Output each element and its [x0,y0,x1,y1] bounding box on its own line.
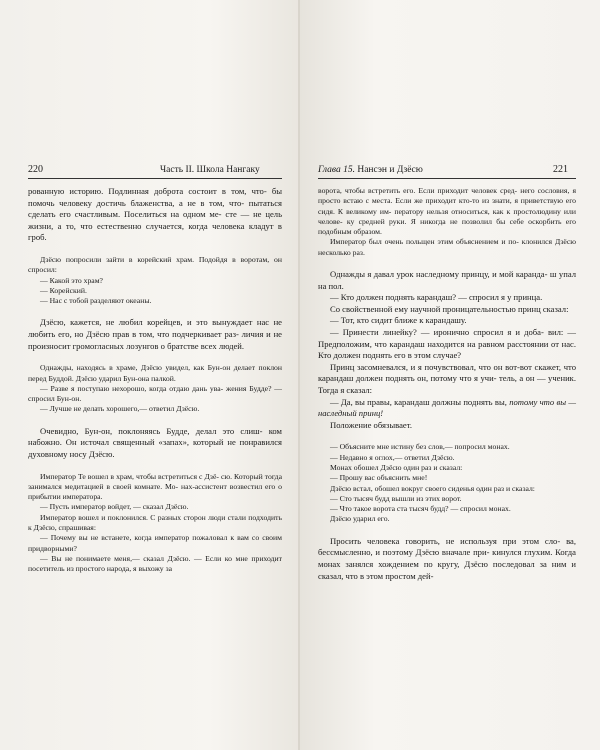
paragraph-text: Император Те вошел в храм, чтобы встретиться с Дзё- сю. Который тогда занимался медитацией в своей комнате. Мо- нах-ассистент возвестил его о прибытии императора. [28,471,282,502]
paragraph-gap [28,415,282,426]
paragraph-text: Император вошел и поклонился. С разных сторон люди стали подходить к Дзёсю, спрашивая: [28,512,282,532]
koan-paragraph [318,237,576,258]
koan-paragraph [318,514,576,524]
paragraph-text: Положение обязывает. [330,419,412,430]
paragraph-text: Дзёсю, кажется, не любил корейцев, и это вынуждает нас не любить его, но Дзёсю прав в том, что подчеркивает раз- личия и не произносит громогласных лозунгов о братстве всех людей. [28,317,282,351]
header-rule-left [28,178,282,179]
commentary-paragraph [318,362,576,397]
paragraph-text: — Прошу вас объяснить мне! [330,473,428,483]
right-text-column [318,186,576,582]
paragraph-text: Со свойственной ему научной проницательностью принц сказал: [330,303,569,314]
page-number-right: 221 [553,164,568,175]
paragraph-text: — Что такое ворота ста тысяч будд? — спросил монах. [330,504,511,514]
paragraph-text: — Лучше не делать хорошего,— ответил Дзёсю. [40,404,200,414]
koan-paragraph [318,186,576,237]
commentary-paragraph [28,317,282,352]
header-rule-right [318,178,576,179]
koan-paragraph [28,276,282,286]
running-head-title: Нансэн и Дзёсю [357,165,423,175]
commentary-paragraph [318,292,576,304]
running-head-chapter: Глава 15. [318,165,355,175]
paragraph-text: — Какой это храм? [40,275,103,285]
koan-paragraph [318,453,576,463]
koan-paragraph [28,296,282,306]
paragraph-text: Принц засомневался, и я почувствовал, что он вот-вот скажет, что карандаш должен поднять он, потому что я учи- тель, а он — ученик. Тогда я сказал: [318,361,576,396]
koan-paragraph [318,504,576,514]
koan-paragraph [318,494,576,504]
paragraph-text: — Тот, кто сидит ближе к карандашу. [330,315,467,326]
koan-paragraph [28,472,282,503]
commentary-paragraph [318,420,576,432]
koan-paragraph [318,463,576,473]
paragraph-gap [28,352,282,363]
paragraph-gap [28,244,282,255]
paragraph-text: Монах обошел Дзёсю один раз и сказал: [330,462,463,472]
koan-paragraph [28,384,282,405]
emphasis-text: потому что вы — наследный принц! [318,396,576,419]
paragraph-text: — Разве я поступаю нехорошо, когда отдаю дань ува- жения Будде? — спросил Бун-он. [28,383,282,404]
commentary-paragraph [28,426,282,461]
commentary-paragraph [318,536,576,582]
paragraph-text: — Недавно я оглох,— ответил Дзёсю. [330,452,455,462]
paragraph-gap [28,461,282,472]
paragraph-text: Просить человека говорить, не используя при этом сло- ва, бессмысленно, и поэтому Дзёсю вначале при- кинулся глухим. Когда монах занялся хождением по кругу, Дзёсю последовал за ним и сказал, что в этом простом дей- [318,535,576,581]
paragraph-text: — Объясните мне истину без слов,— попросил монах. [330,442,510,452]
paragraph-text: — Кто должен поднять карандаш? — спросил я у принца. [330,292,543,303]
paragraph-text: Дзёсю ударил его. [330,514,390,524]
running-head-right [318,164,423,176]
page-number-left: 220 [28,164,43,175]
paragraph-text: Дзёсю попросили зайти в корейский храм. Подойдя в воротам, он спросил: [28,254,282,275]
paragraph-text: — Да, вы правы, карандаш должны поднять вы, [330,396,507,407]
paragraph-text: рованную историю. Подлинная доброта состоит в том, что- бы помочь человеку достичь блаженства, а не в том, что- пытаться сделать его счастливым. Поселиться на одном ме- сте — не цель жизни, а то, что естественно случается, когда человека кладут в гроб. [28,186,282,243]
paragraph-text: — Вы не понимаете меня,— сказал Дзёсю. — Если ко мне приходит посетитель из простого народа, я выхожу за [28,553,282,574]
koan-paragraph [28,513,282,534]
koan-paragraph [28,533,282,554]
paragraph-text: Дзёсю встал, обошел вокруг своего сиденья один раз и сказал: [330,483,535,493]
paragraph-text: — Почему вы не встанете, когда император пожаловал к вам со своим придворными? [28,533,282,553]
koan-paragraph [28,286,282,296]
paragraph-gap [28,306,282,317]
commentary-paragraph [318,397,576,420]
commentary-paragraph [318,269,576,292]
paragraph-text: — Пусть император войдет, — сказал Дзёсю. [40,502,189,512]
paragraph-text: Император был очень польщен этим объяснением и по- клонился Дзёсю несколько раз. [318,237,576,257]
paragraph-text: — Сто тысяч будд вышли из этих ворот. [330,493,462,503]
koan-paragraph [318,473,576,483]
paragraph-text: ворота, чтобы встретить его. Если приходит человек сред- него сословия, я просто встаю с места. Если же приходит кто-то из знати, я приветствую его сидя. К великому им- ператору нельзя относиться, как к простолюдину или челове- ку средней руки. Я никогда не позволил бы себе оскорбить его подобным образом. [318,186,576,237]
paragraph-text: — Принести линейку? — иронично спросил я и доба- вил: — Предположим, что карандаш находится на равном расстоянии от нас. Кто должен поднять его в этом случае? [318,327,576,361]
left-text-column [28,186,282,574]
paragraph-text: Однажды, находясь в храме, Дзёсю увидел, как Бун-он делает поклон перед Буддой. Дзёсю ударил Бун-она палкой. [28,363,282,383]
koan-paragraph [28,255,282,276]
right-page [300,0,600,750]
paragraph-gap [318,258,576,269]
paragraph-text: Очевидно, Бун-он, поклоняясь Будде, делал это слиш- ком набожно. Он источал священный «запах», который не понравился духовному носу Дзёсю. [28,425,282,459]
running-head-left: Часть II. Школа Нангаку [160,165,260,175]
koan-paragraph [28,502,282,512]
koan-paragraph [318,442,576,452]
paragraph-text: — Корейский. [40,285,87,295]
commentary-paragraph [318,327,576,362]
koan-paragraph [28,363,282,384]
paragraph-gap [318,431,576,442]
koan-paragraph [28,404,282,414]
commentary-paragraph [318,304,576,316]
paragraph-text: Однажды я давал урок наследному принцу, и мой каранда- ш упал на пол. [318,269,576,291]
commentary-paragraph [318,315,576,327]
paragraph-text: — Нас с тобой разделяют океаны. [40,296,152,306]
koan-paragraph [318,484,576,494]
paragraph-gap [318,525,576,536]
commentary-paragraph [28,186,282,244]
koan-paragraph [28,554,282,575]
